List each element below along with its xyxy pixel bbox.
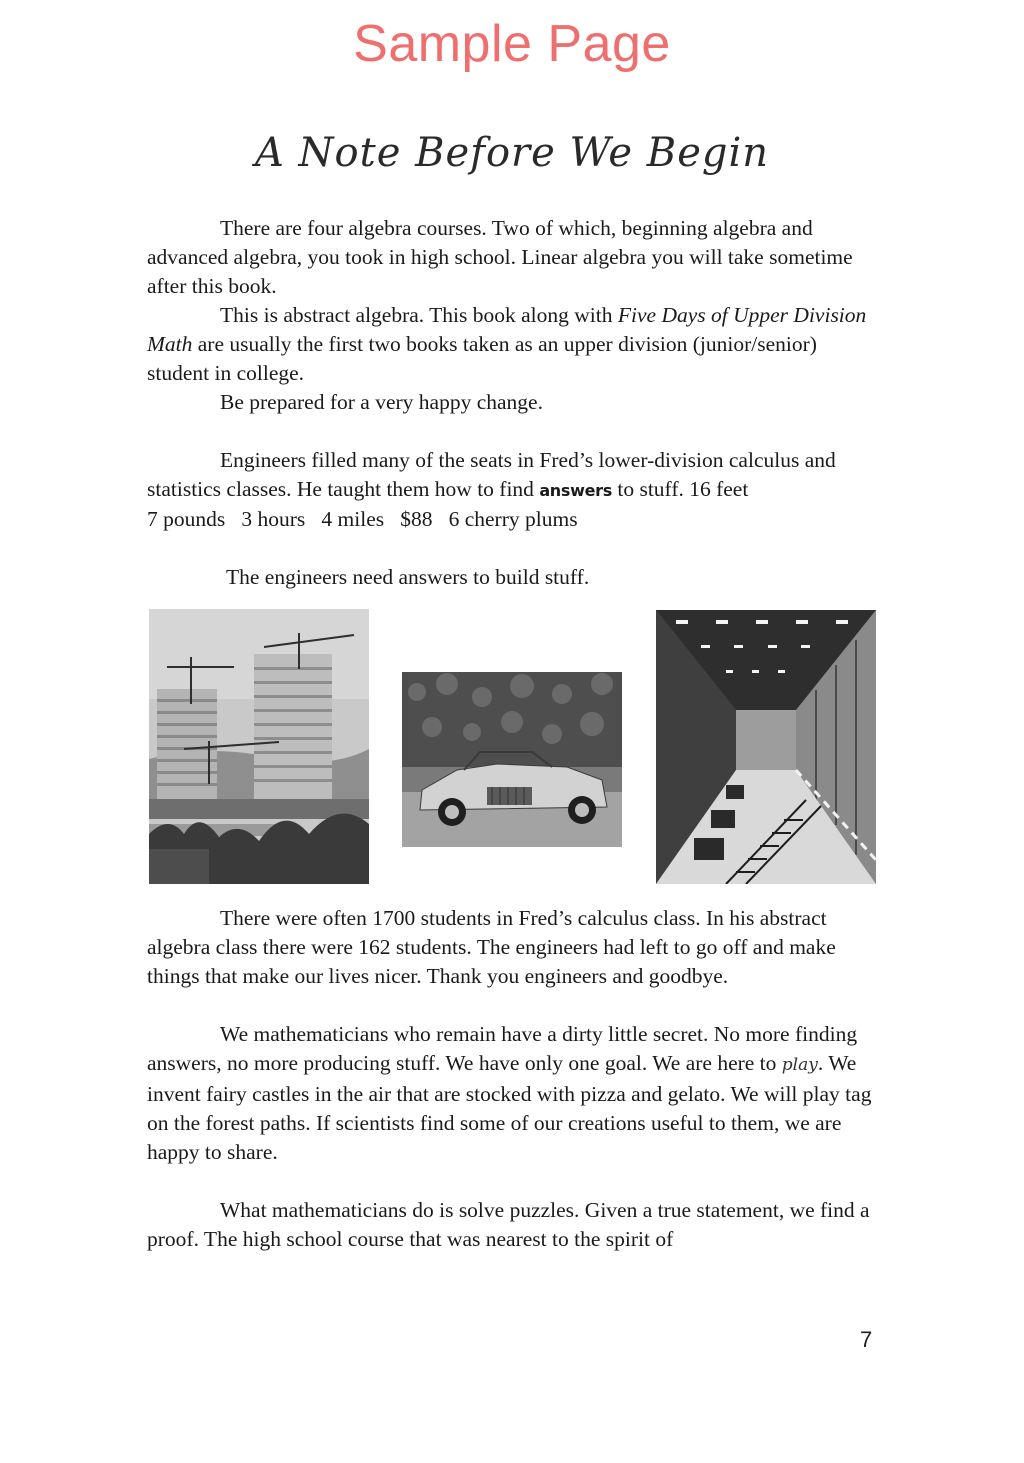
construction-cranes-photo — [149, 609, 369, 884]
intro-paragraph-3: Be prepared for a very happy change. — [220, 390, 543, 414]
industrial-photo-image — [656, 610, 876, 884]
engineers-paragraph-1 — [147, 446, 882, 505]
closing-paragraph-3: What mathematicians do is solve puzzles. Given a true statement, we find a proof. The high school course that was nearest to the spirit of — [147, 1198, 870, 1251]
closing-paragraph-2-start: We mathematicians who remain have a dirty little secret. No more finding answers, no more producing stuff. We have only one goal. We are here to — [147, 1022, 858, 1075]
closing-section — [147, 904, 882, 1254]
closing-paragraph-2 — [147, 1020, 882, 1167]
intro-paragraph-1: There are four algebra courses. Two of which, beginning algebra and advanced algebra, you took in high school. Linear algebra you will take sometime after this book. — [147, 216, 853, 298]
industrial-hall-photo — [656, 610, 876, 884]
units-line: 7 pounds 3 hours 4 miles $88 6 cherry plums — [147, 507, 578, 531]
intro-paragraph-2 — [147, 301, 882, 388]
play-word: play — [781, 1055, 818, 1075]
car-photo-image — [402, 672, 622, 847]
engineers-paragraph-1-end: to stuff. 16 feet — [611, 477, 749, 501]
sample-page-watermark: Sample Page — [353, 15, 671, 73]
chapter-title: A Note Before We Begin — [254, 130, 770, 176]
page-number: 7 — [860, 1327, 873, 1352]
convertible-car-photo — [402, 672, 622, 847]
intro-section — [147, 214, 882, 592]
answers-word: answers — [539, 481, 612, 500]
closing-paragraph-2-end: . We invent fairy castles in the air that are stocked with pizza and gelato. We will play tag on the forest paths. If scientists find some of our creations useful to them, we are happy to share. — [147, 1051, 872, 1164]
intro-paragraph-2-end: are usually the first two books taken as an upper division (junior/senior) student in college. — [147, 332, 817, 385]
engineers-paragraph-2: The engineers need answers to build stuff. — [226, 565, 590, 589]
engineers-paragraph-1-start: Engineers filled many of the seats in Fred’s lower-division calculus and statistics classes. He taught them how to find — [147, 448, 836, 501]
book-title-five-days: Five Days of Upper Division Math — [147, 303, 867, 356]
construction-photo-image — [149, 609, 369, 884]
intro-paragraph-2-start: This is abstract algebra. This book along with — [220, 303, 618, 327]
closing-paragraph-1: There were often 1700 students in Fred’s calculus class. In his abstract algebra class there were 162 students. The engineers had left to go off and make things that make our lives nicer. Thank you engineers and goodbye. — [147, 906, 836, 988]
